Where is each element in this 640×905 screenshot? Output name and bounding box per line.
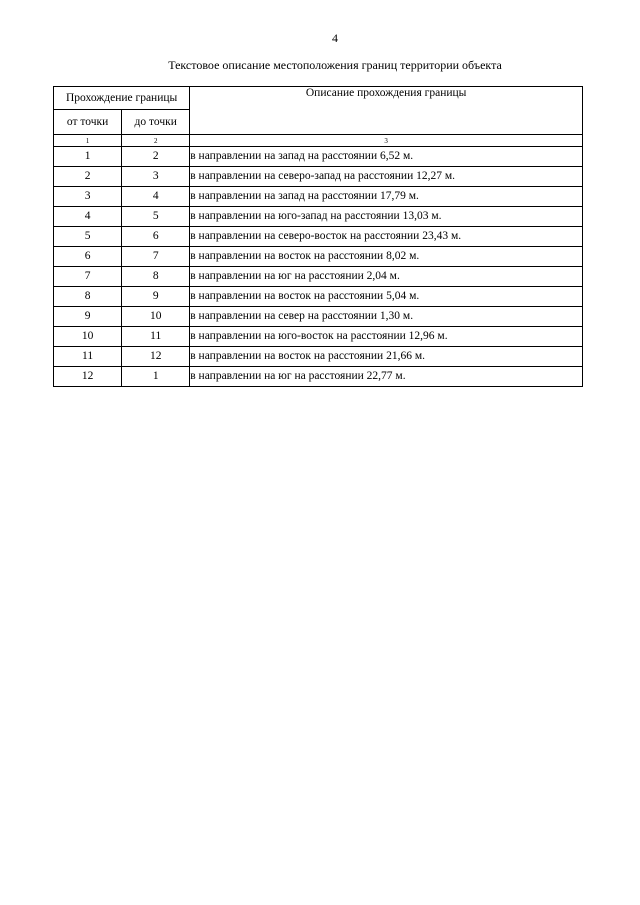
from-point-cell: 10 <box>54 327 122 347</box>
document-title: Текстовое описание местоположения границ территории объекта <box>168 58 502 72</box>
description-cell: в направлении на северо-восток на расстоянии 23,43 м. <box>190 227 583 247</box>
to-point-cell: 12 <box>122 347 190 367</box>
description-cell: в направлении на восток на расстоянии 8,02 м. <box>190 247 583 267</box>
to-point-cell: 4 <box>122 187 190 207</box>
from-point-cell: 5 <box>54 227 122 247</box>
from-point-cell: 6 <box>54 247 122 267</box>
to-point-cell: 10 <box>122 307 190 327</box>
to-point-cell: 6 <box>122 227 190 247</box>
description-cell: в направлении на запад на расстоянии 6,52 м. <box>190 147 583 167</box>
table-row <box>54 267 583 287</box>
table-row <box>54 247 583 267</box>
description-cell: в направлении на север на расстоянии 1,30 м. <box>190 307 583 327</box>
from-point-cell: 9 <box>54 307 122 327</box>
table-header <box>54 87 583 135</box>
to-point-cell: 3 <box>122 167 190 187</box>
from-point-cell: 7 <box>54 267 122 287</box>
page-number: 4 <box>332 31 338 45</box>
table-row <box>54 187 583 207</box>
from-point-cell: 8 <box>54 287 122 307</box>
from-point-cell: 1 <box>54 147 122 167</box>
description-cell: в направлении на юг на расстоянии 22,77 м. <box>190 367 583 387</box>
column-number: 1 <box>54 135 122 147</box>
column-number: 2 <box>122 135 190 147</box>
to-point-cell: 2 <box>122 147 190 167</box>
to-point-cell: 9 <box>122 287 190 307</box>
table-row <box>54 147 583 167</box>
table-row <box>54 167 583 187</box>
table-row <box>54 307 583 327</box>
from-point-cell: 4 <box>54 207 122 227</box>
table-row <box>54 207 583 227</box>
description-cell: в направлении на восток на расстоянии 5,04 м. <box>190 287 583 307</box>
column-number: 3 <box>190 135 583 147</box>
table-row <box>54 367 583 387</box>
from-point-cell: 2 <box>54 167 122 187</box>
column-number-row <box>54 135 583 147</box>
header-boundary-passage: Прохождение границы <box>54 87 190 110</box>
description-cell: в направлении на юго-запад на расстоянии 13,03 м. <box>190 207 583 227</box>
from-point-cell: 12 <box>54 367 122 387</box>
to-point-cell: 11 <box>122 327 190 347</box>
description-cell: в направлении на юг на расстоянии 2,04 м. <box>190 267 583 287</box>
table-body <box>54 135 583 387</box>
table-row <box>54 347 583 367</box>
description-cell: в направлении на северо-запад на расстоянии 12,27 м. <box>190 167 583 187</box>
table-row <box>54 227 583 247</box>
table-row <box>54 287 583 307</box>
to-point-cell: 1 <box>122 367 190 387</box>
description-cell: в направлении на запад на расстоянии 17,79 м. <box>190 187 583 207</box>
from-point-cell: 11 <box>54 347 122 367</box>
to-point-cell: 5 <box>122 207 190 227</box>
to-point-cell: 7 <box>122 247 190 267</box>
description-cell: в направлении на юго-восток на расстоянии 12,96 м. <box>190 327 583 347</box>
description-cell: в направлении на восток на расстоянии 21,66 м. <box>190 347 583 367</box>
table-row <box>54 327 583 347</box>
header-from-point: от точки <box>54 110 122 135</box>
to-point-cell: 8 <box>122 267 190 287</box>
boundary-table <box>53 86 583 387</box>
header-description: Описание прохождения границы <box>190 87 583 135</box>
from-point-cell: 3 <box>54 187 122 207</box>
header-to-point: до точки <box>122 110 190 135</box>
